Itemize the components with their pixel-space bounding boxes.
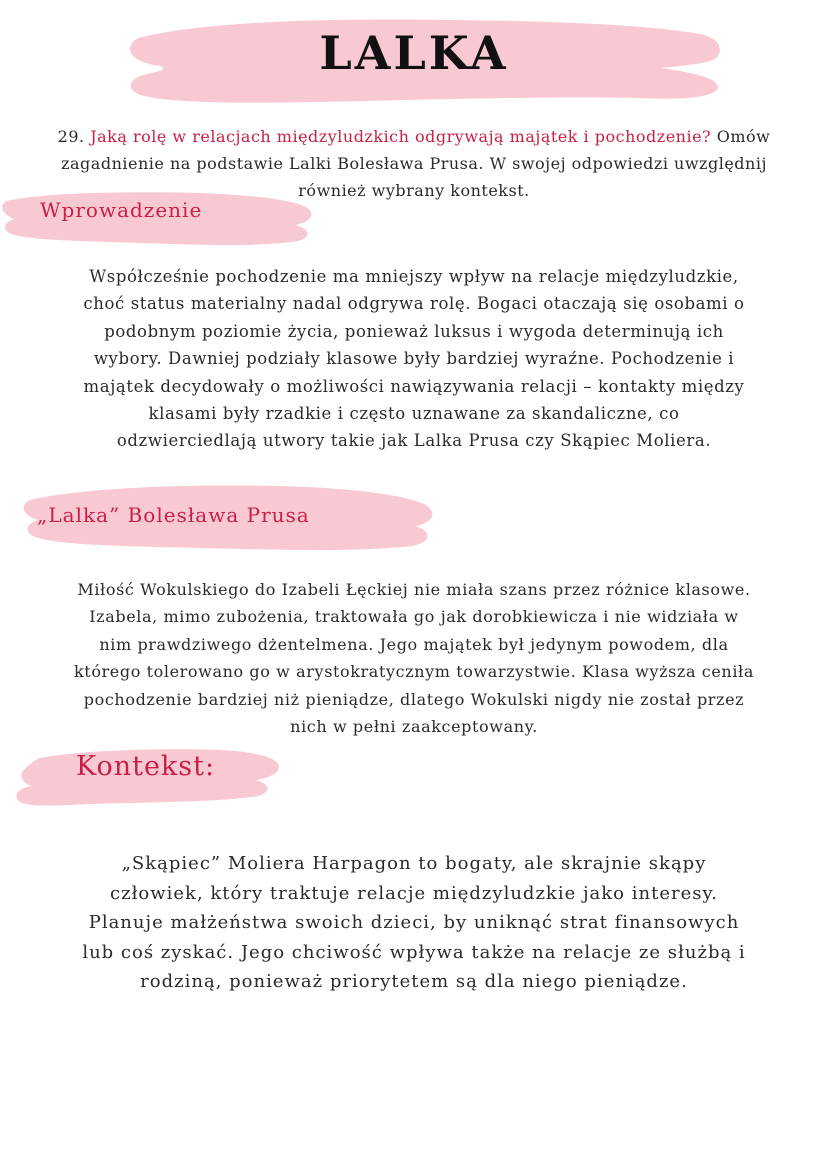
kontekst-line: rodziną, ponieważ priorytetem są dla niego pieniądze. <box>140 971 688 992</box>
lalka-line: Izabela, mimo zubożenia, traktowała go jak dorobkiewicza i nie widziała w <box>89 607 739 627</box>
intro-line: choć status materialny nadal odgrywa rolę. Bogaci otaczają się osobami o <box>83 294 745 314</box>
kontekst-line: Planuje małżeństwa swoich dzieci, by uniknąć strat finansowych <box>88 912 740 933</box>
lalka-line: Miłość Wokulskiego do Izabeli Łęckiej nie miała szans przez różnice klasowe. <box>77 580 751 599</box>
question-line-1 <box>14 123 814 150</box>
question-number: 29. <box>57 127 91 146</box>
question-line-1-rest: Omów <box>711 127 771 146</box>
lalka-heading: „Lalka” Bolesława Prusa <box>37 503 310 527</box>
kontekst-line: lub coś zyskać. Jego chciwość wpływa także na relacje ze służbą i <box>82 941 746 963</box>
intro-line: podobnym poziomie życia, ponieważ luksus i wygoda determinują ich <box>104 321 724 341</box>
intro-line: Współcześnie pochodzenie ma mniejszy wpływ na relacje międzyludzkie, <box>89 267 739 286</box>
question-line-3: również wybrany kontekst. <box>298 181 530 200</box>
lalka-line: pochodzenie bardziej niż pieniądze, dlatego Wokulski nigdy nie został przez <box>83 689 745 709</box>
question-highlight: Jaką rolę w relacjach międzyludzkich odgrywają majątek i pochodzenie? <box>90 127 712 146</box>
intro-line: klasami były rzadkie i często uznawane za skandaliczne, co <box>148 404 680 424</box>
kontekst-line: człowiek, który traktuje relacje międzyludzkie jako interesy. <box>110 882 718 904</box>
page-title: LALKA <box>319 26 509 80</box>
question-line-2: zagadnienie na podstawie Lalki Bolesława Prusa. W swojej odpowiedzi uwzględnij <box>61 154 767 173</box>
intro-heading: Wprowadzenie <box>40 198 203 222</box>
lalka-paragraph <box>14 576 814 740</box>
kontekst-line: „Skąpiec” Moliera Harpagon to bogaty, ale skrajnie skąpy <box>121 853 707 874</box>
kontekst-paragraph <box>14 849 814 997</box>
exam-question <box>14 123 814 204</box>
intro-paragraph <box>14 263 814 455</box>
lalka-line: nim prawdziwego dżentelmena. Jego majątek był jedynym powodem, dla <box>99 634 729 654</box>
kontekst-heading: Kontekst: <box>76 751 216 782</box>
lalka-line: nich w pełni zaakceptowany. <box>290 717 538 737</box>
intro-line: wybory. Dawniej podziały klasowe były bardziej wyraźne. Pochodzenie i <box>93 349 735 369</box>
intro-line: odzwierciedlają utwory takie jak Lalka Prusa czy Skąpiec Moliera. <box>116 431 712 451</box>
lalka-line: którego tolerowano go w arystokratycznym towarzystwie. Klasa wyższa ceniła <box>74 662 754 682</box>
intro-line: majątek decydowały o możliwości nawiązywania relacji – kontakty między <box>83 376 745 396</box>
